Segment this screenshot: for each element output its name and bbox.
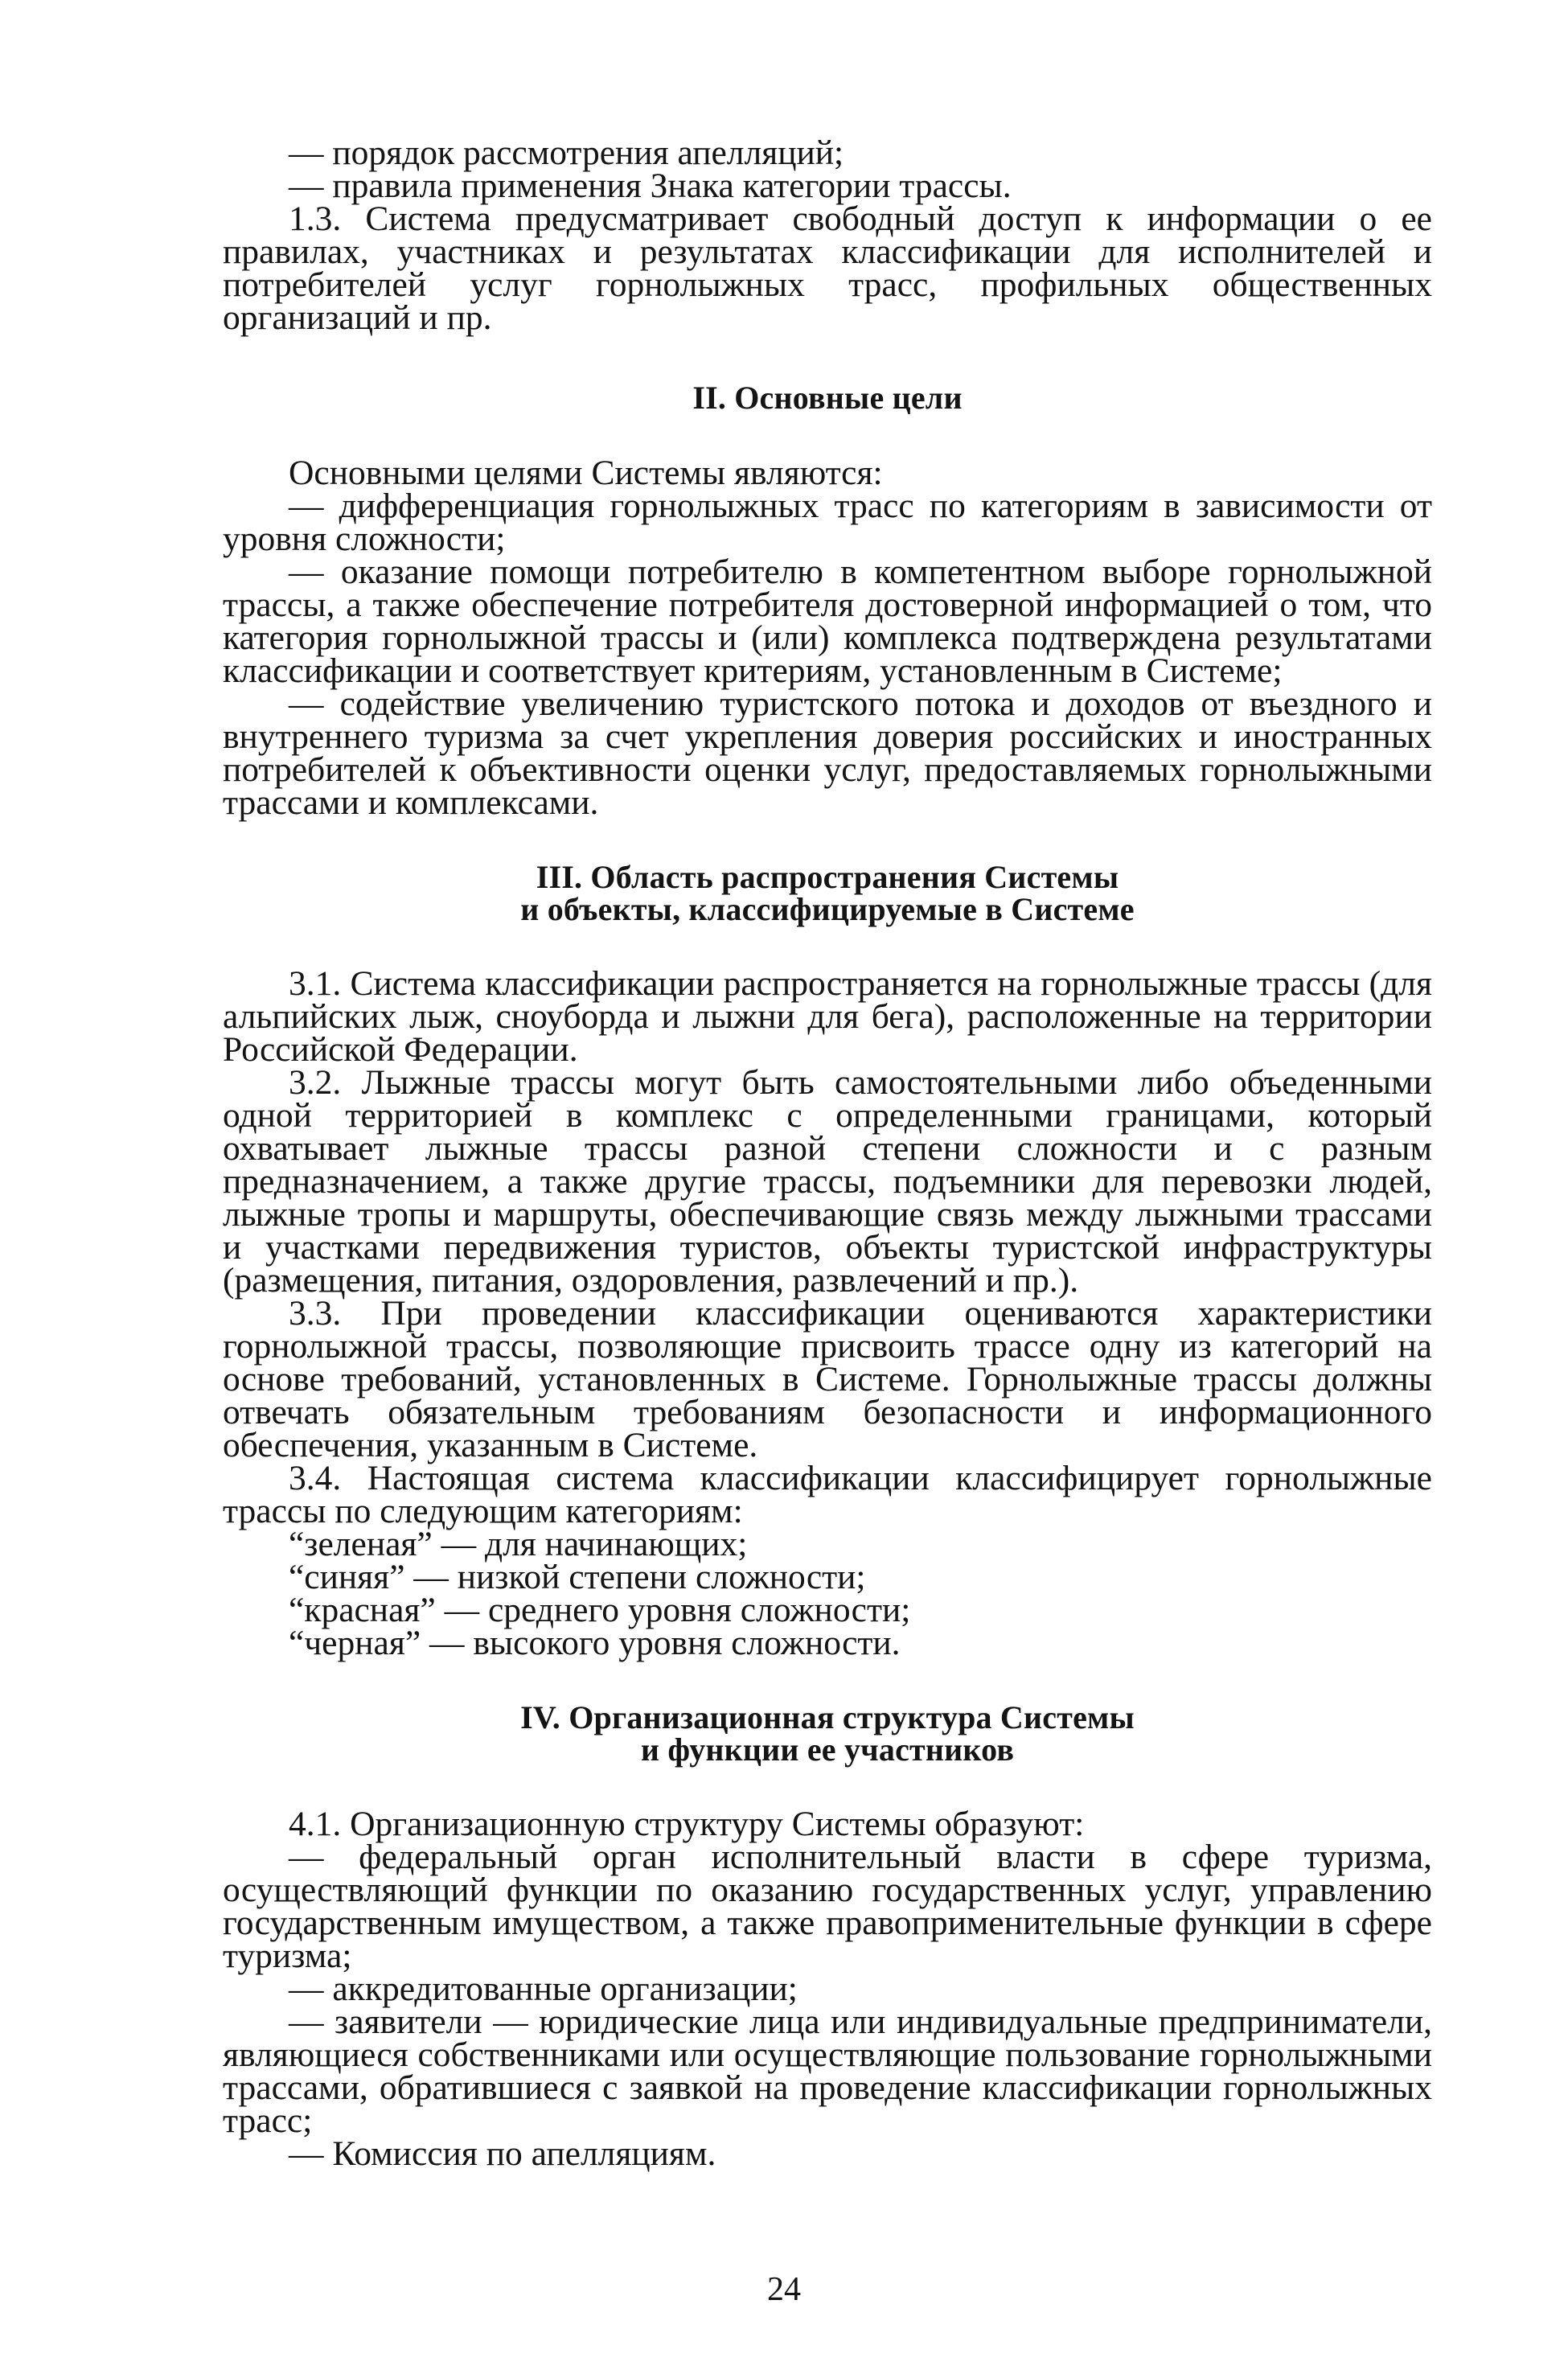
section-4-paragraph: — заявители — юридические лица или индивидуальные предприниматели, являющиеся собственниками или осуществляющие пользование горнолыжными трассами, обратившиеся с заявкой на проведение классификации горнолыжных трасс; bbox=[223, 2002, 1432, 2140]
section-3-paragraph: 3.1. Система классификации распространяется на горнолыжные трассы (для альпийских лыж, сноуборда и лыжни для бега), расположенные на территории Российской Федерации. bbox=[223, 964, 1432, 1069]
section-4-paragraph: — Комиссия по апелляциям. bbox=[289, 2134, 716, 2173]
intro-paragraph-1-3: 1.3. Система предусматривает свободный доступ к информации о ее правилах, участниках и результатах классификации для исполнителей и потребителей услуг горнолыжных трасс, профильных общественных организаций и пр. bbox=[223, 199, 1432, 337]
section-2-paragraph: — оказание помощи потребителю в компетентном выборе горнолыжной трассы, а также обеспечение потребителя достоверной информацией о том, что категория горнолыжной трассы и (или) комплекса подтверждена результатами классификации и соответствует критериям, установленным в Системе; bbox=[223, 552, 1432, 690]
section-3-heading-line-2: и объекты, классифицируемые в Системе bbox=[520, 891, 1135, 927]
section-3-paragraph: 3.3. При проведении классификации оцениваются характеристики горнолыжной трассы, позволяющие присвоить трассе одну из категорий на основе требований, установленных в Системе. Горнолыжные трассы должны отвечать обязательным требованиям безопасности и информационного обеспечения, указанным в Системе. bbox=[223, 1294, 1432, 1464]
section-4-paragraph: — федеральный орган исполнительный власти в сфере туризма, осуществляющий функции по оказанию государственных услуг, управлению государственным имуществом, а также правоприменительные функции в сфере туризма; bbox=[223, 1838, 1432, 1975]
section-4-heading-line-1: IV. Организационная структура Системы bbox=[520, 1699, 1135, 1735]
section-4-paragraph: — аккредитованные организации; bbox=[289, 1969, 798, 2008]
section-4-heading-line-2: и функции ее участников bbox=[640, 1731, 1015, 1768]
page-number: 24 bbox=[767, 2271, 801, 2308]
section-2-heading: II. Основные цели bbox=[692, 380, 963, 416]
section-3-paragraph: 3.4. Настоящая система классификации классифицирует горнолыжные трассы по следующим категориям: bbox=[223, 1459, 1432, 1530]
section-2-paragraph: — дифференциация горнолыжных трасс по категориям в зависимости от уровня сложности; bbox=[223, 487, 1432, 558]
section-2-paragraph: Основными целями Системы являются: bbox=[289, 454, 883, 492]
category-item-green: “зеленая” — для начинающих; bbox=[289, 1525, 748, 1563]
section-3-heading bbox=[223, 861, 1432, 926]
intro-line-2: — правила применения Знака категории трассы. bbox=[289, 166, 1012, 205]
category-item-red: “красная” — среднего уровня сложности; bbox=[289, 1591, 911, 1629]
section-2-paragraph: — содействие увеличению туристского потока и доходов от въездного и внутреннего туризма за счет укрепления доверия российских и иностранных потребителей к объективности оценки услуг, предоставляемых горнолыжными трассами и комплексами. bbox=[223, 684, 1432, 822]
section-3-paragraph: 3.2. Лыжные трассы могут быть самостоятельными либо объеденными одной территорией в комплекс с определенными границами, который охватывает лыжные трассы разной степени сложности и с разным предназначением, а также другие трассы, подъемники для перевозки людей, лыжные тропы и маршруты, обеспечивающие связь между лыжными трассами и участками передвижения туристов, объекты туристской инфраструктуры (размещения, питания, оздоровления, развлечений и пр.). bbox=[223, 1063, 1432, 1300]
intro-line-1: — порядок рассмотрения апелляций; bbox=[289, 133, 844, 172]
section-4-paragraph: 4.1. Организационную структуру Системы образуют: bbox=[289, 1805, 1085, 1843]
section-4-heading bbox=[223, 1699, 1432, 1768]
document-page bbox=[223, 133, 1432, 2173]
category-item-blue: “синяя” — низкой степени сложности; bbox=[289, 1558, 866, 1596]
section-3-heading-line-1: III. Область распространения Системы bbox=[536, 859, 1119, 895]
category-item-black: “черная” — высокого уровня сложности. bbox=[289, 1624, 901, 1662]
